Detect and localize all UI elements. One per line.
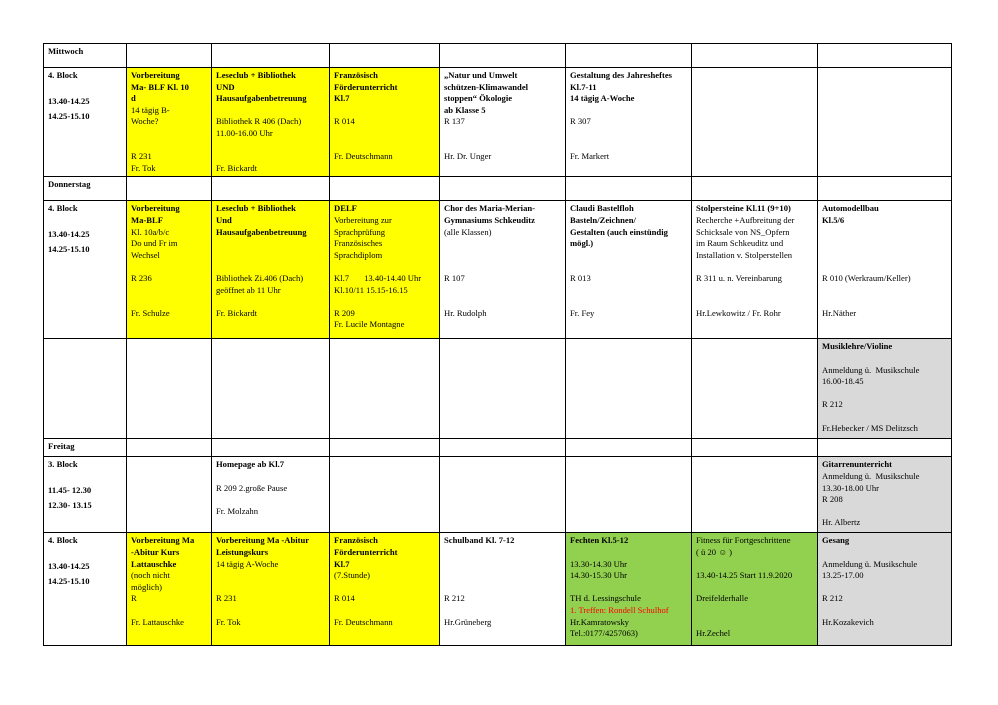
- cell-text: Musiklehre/Violine: [822, 341, 893, 352]
- course-cell: [330, 533, 440, 646]
- cell-text: R 209 2.große Pause: [216, 482, 288, 493]
- spacer: [216, 296, 325, 308]
- course-cell: [127, 533, 212, 646]
- cell-text: 14.25-15.10: [48, 110, 90, 121]
- block-row: [44, 201, 952, 339]
- cell-text: R 014: [334, 593, 355, 604]
- cell-text: Schicksale von NS_Opfern: [696, 226, 790, 237]
- block-row: [44, 533, 952, 646]
- course-cell: [212, 201, 330, 339]
- spacer: [822, 353, 947, 365]
- cell-text: 1. Treffen: Rondell Schulhof: [570, 604, 669, 615]
- cell-text: Woche?: [131, 116, 159, 127]
- block-label: [44, 68, 127, 177]
- spacer: [570, 285, 687, 297]
- cell-text: Tel.:0177/4257063): [570, 628, 638, 639]
- spacer: [216, 494, 325, 506]
- spacer: [216, 105, 325, 117]
- cell-text: 12.30- 13.15: [48, 499, 92, 510]
- spacer: [216, 238, 325, 250]
- spacer: [822, 388, 947, 400]
- spacer: [48, 474, 122, 486]
- spacer: [570, 140, 687, 152]
- cell-text: Französisch: [334, 70, 378, 80]
- cell-text: Hr.Lewkowitz / Fr. Rohr: [696, 307, 781, 318]
- cell-text: 13.40-14.25: [48, 229, 90, 240]
- cell-text: Französisches: [334, 238, 383, 249]
- cell-text: Installation v. Stolperstellen: [696, 249, 793, 260]
- cell-text: Hausaufgabenbetreuung: [216, 226, 307, 237]
- cell-text: Hr. Dr. Unger: [444, 151, 492, 162]
- cell-text: Automodellbau: [822, 203, 879, 214]
- cell-text: Gestalten (auch einstündig: [570, 226, 668, 237]
- day-row-freitag: [44, 439, 952, 457]
- cell-text: Recherche +Aufbreitung der: [696, 214, 795, 225]
- spacer: [822, 261, 947, 273]
- spacer: [444, 250, 561, 262]
- cell-text: Anmeldung ü. Musikschule: [822, 470, 920, 481]
- spacer: [822, 547, 947, 559]
- cell-text: 16.00-18.45: [822, 376, 864, 387]
- spacer: [822, 411, 947, 423]
- schedule-table: [43, 43, 952, 646]
- cell-text: Hr.Zechel: [696, 628, 731, 639]
- spacer: [444, 570, 561, 582]
- spacer: [822, 238, 947, 250]
- cell-text: 13.40-14.25: [48, 561, 90, 572]
- spacer: [131, 296, 207, 308]
- cell-text: 4. Block: [48, 535, 78, 546]
- cell-text: 11.00-16.00 Uhr: [216, 127, 273, 138]
- cell-text: Bibliothek Zi.406 (Dach): [216, 272, 304, 283]
- cell-text: Chor des Maria-Merian-: [444, 203, 536, 214]
- spacer: [131, 128, 207, 140]
- cell-text: 13.40-14.25 Start 11.9.2020: [696, 570, 793, 581]
- spacer: [334, 105, 435, 117]
- cell-text: Fr. Fey: [570, 307, 595, 318]
- spacer: [570, 296, 687, 308]
- cell-text: 14 tägig A-Woche: [570, 93, 635, 104]
- spacer: [822, 582, 947, 594]
- cell-text: Lattauschke: [131, 558, 177, 569]
- course-cell: [440, 68, 566, 177]
- spacer: [822, 250, 947, 262]
- spacer: [334, 261, 435, 273]
- course-cell: [692, 201, 818, 339]
- cell-text: 13.25-17.00: [822, 570, 864, 581]
- course-cell: [566, 68, 692, 177]
- spacer: [334, 128, 435, 140]
- course-cell: [212, 68, 330, 177]
- cell-text: Leistungskurs: [216, 546, 269, 557]
- cell-text: Gestaltung des Jahresheftes: [570, 70, 673, 80]
- spacer: [216, 605, 325, 617]
- spacer: [48, 85, 122, 97]
- course-cell: [566, 201, 692, 339]
- cell-text: Ma- BLF Kl. 10: [131, 81, 189, 92]
- spacer: [696, 559, 813, 571]
- cell-text: Vorbereitung: [131, 203, 180, 214]
- course-cell: [818, 457, 952, 533]
- spacer: [444, 285, 561, 297]
- cell-text: Anmeldung ü. Musikschule: [822, 364, 920, 375]
- cell-text: Gesang: [822, 535, 850, 546]
- cell-text: Und: [216, 214, 232, 225]
- spacer: [696, 285, 813, 297]
- day-row-mittwoch: [44, 44, 952, 68]
- cell-text: R 307: [570, 116, 591, 127]
- spacer: [696, 582, 813, 594]
- cell-text: R 212: [444, 593, 465, 604]
- cell-text: „Natur und Umwelt: [444, 70, 518, 80]
- cell-text: schützen-Klimawandel: [444, 81, 529, 92]
- cell-text: geöffnet ab 11 Uhr: [216, 284, 281, 295]
- cell-text: im Raum Schkeuditz und: [696, 238, 784, 249]
- cell-text: Sprachprüfung: [334, 226, 386, 237]
- course-cell: [440, 533, 566, 646]
- spacer: [216, 151, 325, 163]
- cell-text: R 107: [444, 272, 465, 283]
- cell-text: Fr. Deutschmann: [334, 616, 393, 627]
- cell-text: R 013: [570, 272, 591, 283]
- spacer: [48, 218, 122, 230]
- spacer: [822, 296, 947, 308]
- spacer: [334, 296, 435, 308]
- course-cell: [127, 68, 212, 177]
- cell-text: Förderunterricht: [334, 546, 398, 557]
- cell-text: Fr. Bickardt: [216, 162, 258, 173]
- cell-text: Stolpersteine Kl.11 (9+10): [696, 203, 791, 214]
- cell-text: 13.40-14.25: [48, 96, 90, 107]
- cell-text: 14.25-15.10: [48, 243, 90, 254]
- cell-text: Vorbereitung: [131, 70, 180, 80]
- cell-text: R 236: [131, 272, 152, 283]
- course-cell: [818, 533, 952, 646]
- spacer: [444, 547, 561, 559]
- spacer: [216, 471, 325, 483]
- spacer: [216, 250, 325, 262]
- spacer: [444, 128, 561, 140]
- cell-text: Kl. 10a/b/c: [131, 226, 170, 237]
- block-label: [44, 533, 127, 646]
- cell-text: ab Klasse 5: [444, 104, 486, 115]
- cell-text: Fr. Lucile Montagne: [334, 319, 405, 330]
- cell-text: ( ü 20 ☺ ): [696, 546, 732, 557]
- spacer: [570, 261, 687, 273]
- spacer: [216, 582, 325, 594]
- cell-text: Französisch: [334, 535, 378, 546]
- spacer: [570, 128, 687, 140]
- spacer: [822, 605, 947, 617]
- cell-text: Hr.Näther: [822, 307, 857, 318]
- cell-text: Kl.10/11 15.15-16.15: [334, 284, 408, 295]
- cell-text: (noch nicht: [131, 570, 170, 581]
- cell-text: Kl.7-11: [570, 81, 597, 92]
- cell-text: (7.Stunde): [334, 570, 371, 581]
- spacer: [570, 105, 687, 117]
- cell-text: Gymnasiums Schkeuditz: [444, 214, 535, 225]
- cell-text: 14 tägig B-: [131, 104, 170, 115]
- cell-text: 3. Block: [48, 459, 78, 470]
- cell-text: R 209: [334, 307, 355, 318]
- spacer: [216, 261, 325, 273]
- cell-text: R 212: [822, 593, 843, 604]
- cell-text: (alle Klassen): [444, 226, 492, 237]
- spacer: [131, 605, 207, 617]
- cell-text: mögl.): [570, 238, 594, 249]
- spacer: [131, 285, 207, 297]
- spacer: [131, 261, 207, 273]
- cell-text: -Abitur Kurs: [131, 546, 180, 557]
- block-row: [44, 68, 952, 177]
- course-cell: [212, 533, 330, 646]
- spacer: [822, 506, 947, 518]
- cell-text: 13.30-14.30 Uhr: [570, 558, 628, 569]
- cell-text: Leseclub + Bibliothek: [216, 203, 296, 214]
- cell-text: Vorbereitung Ma -Abitur: [216, 535, 310, 546]
- cell-text: Fr. Tok: [216, 616, 241, 627]
- cell-text: Kl.5/6: [822, 214, 845, 225]
- spacer: [216, 140, 325, 152]
- cell-text: R 212: [822, 399, 843, 410]
- cell-text: Gitarrenunterricht: [822, 459, 893, 470]
- cell-text: Fr. Tok: [131, 162, 156, 173]
- course-cell: [127, 201, 212, 339]
- cell-text: 4. Block: [48, 70, 78, 80]
- cell-text: 11.45- 12.30: [48, 485, 92, 496]
- cell-text: möglich): [131, 581, 163, 592]
- cell-text: R 231: [131, 151, 152, 162]
- cell-text: Hr.Kamratowsky: [570, 616, 629, 627]
- spacer: [696, 605, 813, 617]
- course-cell: [440, 201, 566, 339]
- cell-text: Hr.Grüneberg: [444, 616, 492, 627]
- course-cell: [212, 457, 330, 533]
- spacer: [334, 605, 435, 617]
- cell-text: stoppen“ Ökologie: [444, 93, 513, 104]
- cell-text: Do und Fr im: [131, 238, 178, 249]
- cell-text: Fr.Hebecker / MS Delitzsch: [822, 422, 918, 433]
- cell-text: Ma-BLF: [131, 214, 163, 225]
- day-label: Freitag: [44, 439, 127, 457]
- day-label: Mittwoch: [44, 44, 127, 68]
- cell-text: 4. Block: [48, 203, 78, 214]
- course-cell: [818, 339, 952, 439]
- cell-text: d: [131, 93, 136, 104]
- spacer: [696, 261, 813, 273]
- spacer: [444, 605, 561, 617]
- course-cell: [566, 533, 692, 646]
- cell-text: R 208: [822, 494, 843, 505]
- block-label: [44, 201, 127, 339]
- cell-text: Kl.7: [334, 93, 350, 104]
- block-row: [44, 339, 952, 439]
- cell-text: Fitness für Fortgeschrittene: [696, 535, 791, 546]
- spacer: [822, 285, 947, 297]
- cell-text: Kl.7 13.40-14.40 Uhr: [334, 272, 422, 283]
- cell-text: Fr. Schulze: [131, 307, 170, 318]
- cell-text: R 311 u. n. Vereinbarung: [696, 272, 782, 283]
- cell-text: Basteln/Zeichnen/: [570, 214, 636, 225]
- spacer: [444, 261, 561, 273]
- cell-text: 14.25-15.10: [48, 575, 90, 586]
- cell-text: TH d. Lessingschule: [570, 593, 641, 604]
- cell-text: Claudi Bastelfloh: [570, 203, 634, 214]
- cell-text: Dreifelderhalle: [696, 593, 749, 604]
- day-label: Donnerstag: [44, 177, 127, 201]
- cell-text: 13.30-18.00 Uhr: [822, 482, 880, 493]
- cell-text: Fr. Deutschmann: [334, 151, 393, 162]
- spacer: [334, 582, 435, 594]
- spacer: [570, 250, 687, 262]
- spacer: [444, 296, 561, 308]
- cell-text: Wechsel: [131, 249, 160, 260]
- cell-text: Fr. Lattauschke: [131, 616, 184, 627]
- course-cell: [330, 68, 440, 177]
- cell-text: R 137: [444, 116, 465, 127]
- cell-text: UND: [216, 81, 235, 92]
- cell-text: Förderunterricht: [334, 81, 398, 92]
- course-cell: [818, 201, 952, 339]
- spacer: [444, 582, 561, 594]
- cell-text: Bibliothek R 406 (Dach): [216, 116, 302, 127]
- spacer: [696, 296, 813, 308]
- cell-text: R 014: [334, 116, 355, 127]
- spacer: [822, 227, 947, 239]
- spacer: [444, 238, 561, 250]
- cell-text: Anmeldung ü. Musikschule: [822, 558, 918, 569]
- spacer: [696, 617, 813, 629]
- cell-text: Schulband Kl. 7-12: [444, 535, 515, 546]
- cell-text: 14.30-15.30 Uhr: [570, 570, 628, 581]
- spacer: [48, 550, 122, 562]
- cell-text: Fr. Markert: [570, 151, 610, 162]
- spacer: [444, 140, 561, 152]
- course-cell: [330, 201, 440, 339]
- cell-text: Sprachdiplom: [334, 249, 383, 260]
- cell-text: Fr. Bickardt: [216, 307, 258, 318]
- cell-text: Vorbereitung zur: [334, 214, 392, 225]
- spacer: [570, 582, 687, 594]
- spacer: [216, 570, 325, 582]
- spacer: [334, 140, 435, 152]
- cell-text: DELF: [334, 203, 357, 214]
- cell-text: Vorbereitung Ma: [131, 535, 195, 546]
- cell-text: Hr. Albertz: [822, 517, 861, 528]
- cell-text: Fechten Kl.5-12: [570, 535, 629, 546]
- block-row: [44, 457, 952, 533]
- course-cell: [692, 533, 818, 646]
- cell-text: Fr. Molzahn: [216, 505, 259, 516]
- day-row-donnerstag: [44, 177, 952, 201]
- cell-text: Hr.Kozakevich: [822, 616, 874, 627]
- cell-text: 14 tägig A-Woche: [216, 558, 279, 569]
- cell-text: Kl.7: [334, 558, 350, 569]
- spacer: [570, 547, 687, 559]
- cell-text: Hausaufgabenbetreuung: [216, 93, 307, 104]
- cell-text: R 231: [216, 593, 237, 604]
- spacer: [444, 559, 561, 571]
- cell-text: R 010 (Werkraum/Keller): [822, 272, 911, 283]
- cell-text: Leseclub + Bibliothek: [216, 70, 296, 80]
- cell-text: R: [131, 593, 137, 604]
- cell-text: Hr. Rudolph: [444, 307, 487, 318]
- cell-text: Homepage ab Kl.7: [216, 459, 285, 470]
- spacer: [131, 140, 207, 152]
- block-label: [44, 457, 127, 533]
